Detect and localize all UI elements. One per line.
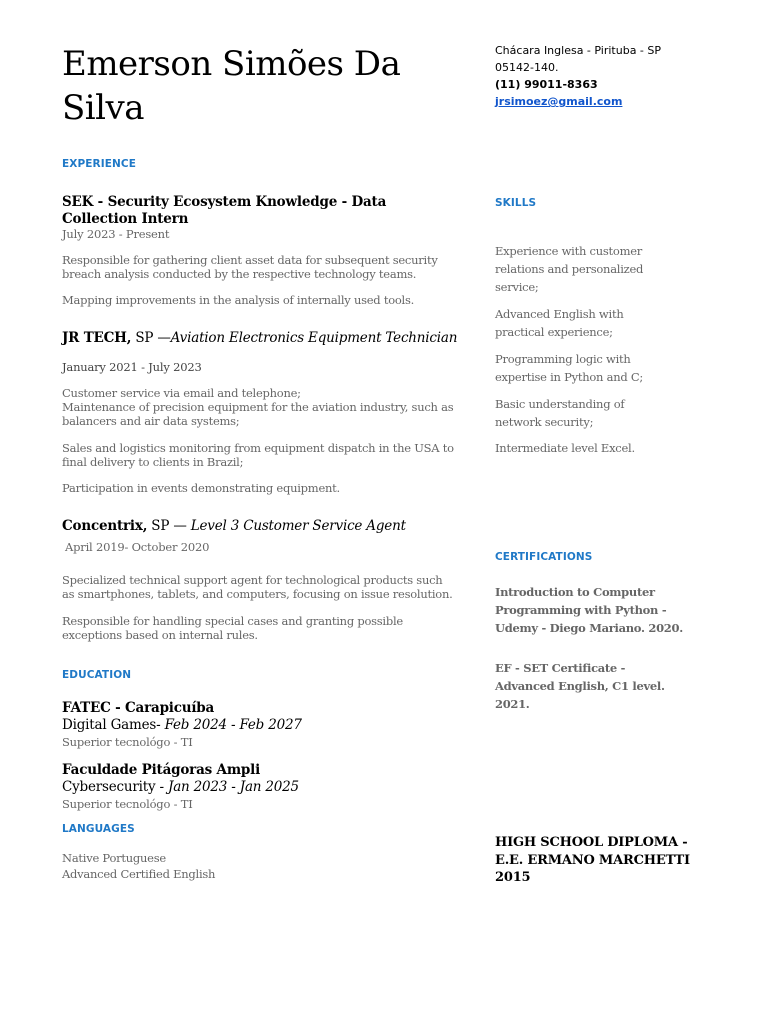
job-bullet: Responsible for handling special cases and granting possible exceptions based on internal rules.	[62, 614, 403, 642]
skills-heading: SKILLS	[495, 197, 537, 209]
job-company: JR TECH,	[62, 330, 132, 346]
job-title-text: SEK - Security Ecosystem Knowledge - Data Collection Intern	[62, 194, 387, 227]
edu-course: Cybersecurity	[62, 779, 156, 795]
education-heading: EDUCATION	[62, 669, 132, 681]
resume-name: Emerson Simões Da Silva	[62, 44, 401, 128]
experience-heading: EXPERIENCE	[62, 158, 136, 170]
edu-course-line	[62, 779, 299, 796]
job-title-jrtech	[62, 330, 462, 347]
job-bullet: Responsible for gathering client asset data for subsequent security breach analysis conducted by the respective technology teams.	[62, 253, 438, 281]
job-location: SP —	[147, 518, 191, 534]
language-item: Native Portuguese	[62, 851, 166, 865]
job-dates-jrtech: January 2021 - July 2023	[62, 360, 202, 374]
job-bullet: Maintenance of precision equipment for the aviation industry, such as balancers and air data systems;	[62, 400, 454, 428]
edu-degree: Superior tecnológo - TI	[62, 735, 193, 749]
skill-item: Experience with customer relations and personalized service;	[495, 244, 644, 294]
job-location: SP —	[131, 330, 171, 346]
job-title-sek	[62, 194, 457, 227]
edu-course: Digital Games	[62, 717, 157, 733]
email-link[interactable]: jrsimoez@gmail.com	[495, 95, 623, 108]
job-company: Concentrix,	[62, 518, 148, 534]
edu-school: Faculdade Pitágoras Ampli	[62, 762, 260, 778]
job-role: Aviation Electronics Equipment Technician	[170, 330, 458, 346]
edu-dates: - Feb 2024 - Feb 2027	[156, 717, 302, 733]
skill-item: Basic understanding of network security;	[495, 397, 625, 429]
skill-item: Programming logic with expertise in Python and C;	[495, 352, 644, 384]
job-bullet: Participation in events demonstrating equipment.	[62, 481, 340, 495]
skill-item: Advanced English with practical experience;	[495, 307, 624, 339]
job-dates-sek: July 2023 - Present	[62, 227, 170, 241]
languages-heading: LANGUAGES	[62, 823, 135, 835]
high-school-diploma: HIGH SCHOOL DIPLOMA - E.E. ERMANO MARCHETTI 2015	[495, 835, 690, 885]
job-bullet: Customer service via email and telephone;	[62, 386, 301, 400]
job-role: Level 3 Customer Service Agent	[190, 518, 406, 534]
job-dates-concentrix: April 2019- October 2020	[65, 540, 210, 554]
job-bullet: Sales and logistics monitoring from equipment dispatch in the USA to final delivery to clients in Brazil;	[62, 441, 454, 469]
certification-item: EF - SET Certificate - Advanced English, C1 level. 2021.	[495, 661, 665, 711]
certifications-heading: CERTIFICATIONS	[495, 551, 593, 563]
edu-course-line	[62, 717, 302, 734]
language-item: Advanced Certified English	[62, 867, 216, 881]
contact-block	[495, 42, 661, 110]
job-title-concentrix	[62, 518, 462, 535]
job-bullet: Specialized technical support agent for technological products such as smartphones, tablets, and computers, focusing on issue resolution.	[62, 573, 453, 601]
certification-item: Introduction to Computer Programming with Python - Udemy - Diego Mariano. 2020.	[495, 585, 683, 635]
address-line2: 05142-140.	[495, 61, 559, 74]
phone-number: (11) 99011-8363	[495, 78, 598, 91]
skill-item: Intermediate level Excel.	[495, 441, 635, 455]
edu-dates: - Jan 2023 - Jan 2025	[155, 779, 299, 795]
edu-degree: Superior tecnológo - TI	[62, 797, 193, 811]
job-bullet: Mapping improvements in the analysis of internally used tools.	[62, 293, 415, 307]
address-line1: Chácara Inglesa - Pirituba - SP	[495, 44, 662, 57]
edu-school: FATEC - Carapicuíba	[62, 700, 215, 716]
